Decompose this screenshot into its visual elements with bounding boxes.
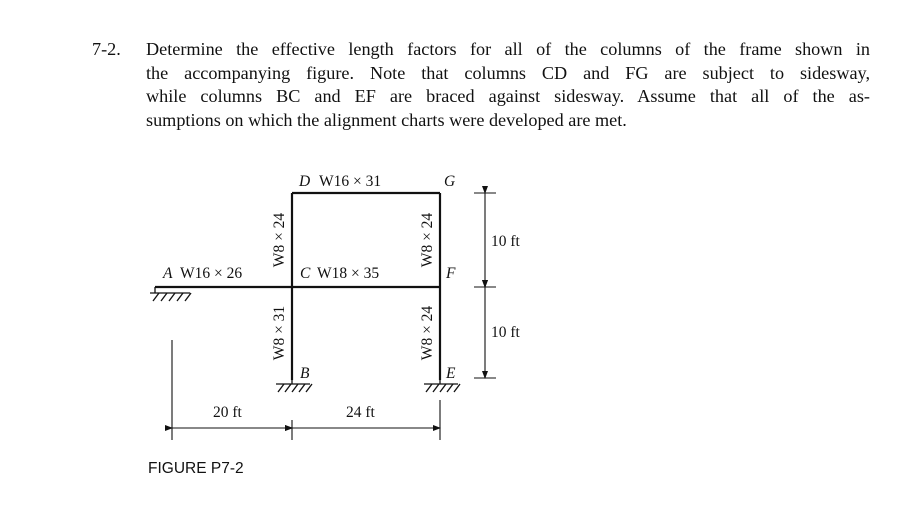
horizontal-dimensions xyxy=(172,340,440,440)
problem-line-2: the accompanying figure. Note that columns CD and FG are subject to sidesway, xyxy=(146,62,870,83)
joint-label-G: G xyxy=(444,173,456,190)
member-label-beam-AC: W16 × 26 xyxy=(180,265,243,282)
support-A-icon xyxy=(150,287,191,301)
dimension-label-span-CF: 24 ft xyxy=(346,404,375,421)
member-label-column-CD: W8 × 24 xyxy=(271,212,288,268)
problem-line-1: Determine the effective length factors for all of the columns of the frame shown in xyxy=(146,39,870,59)
member-label-beam-DG: W16 × 31 xyxy=(319,173,382,190)
joint-label-E: E xyxy=(446,365,456,382)
figure-caption: FIGURE P7-2 xyxy=(148,460,244,477)
member-label-column-EF: W8 × 24 xyxy=(419,305,436,361)
dimension-label-height-lower: 10 ft xyxy=(491,324,520,341)
vertical-dimensions xyxy=(474,193,496,378)
frame-members xyxy=(155,193,440,380)
member-label-column-FG: W8 × 24 xyxy=(419,212,436,268)
joint-label-A: A xyxy=(163,265,173,282)
joint-label-C: C xyxy=(300,265,311,282)
joint-label-D: D xyxy=(299,173,311,190)
member-label-beam-CF: W18 × 35 xyxy=(317,265,380,282)
dimension-label-height-upper: 10 ft xyxy=(491,233,520,250)
problem-number: 7-2. xyxy=(92,39,121,59)
joint-label-B: B xyxy=(300,365,310,382)
joint-label-F: F xyxy=(446,265,456,282)
problem-line-4: sumptions on which the alignment charts were developed are met. xyxy=(146,109,627,130)
dimension-label-span-AC: 20 ft xyxy=(213,404,242,421)
problem-line-3: while columns BC and EF are braced against sidesway. Assume that all of the as- xyxy=(146,86,870,106)
member-label-column-BC: W8 × 31 xyxy=(271,305,288,361)
